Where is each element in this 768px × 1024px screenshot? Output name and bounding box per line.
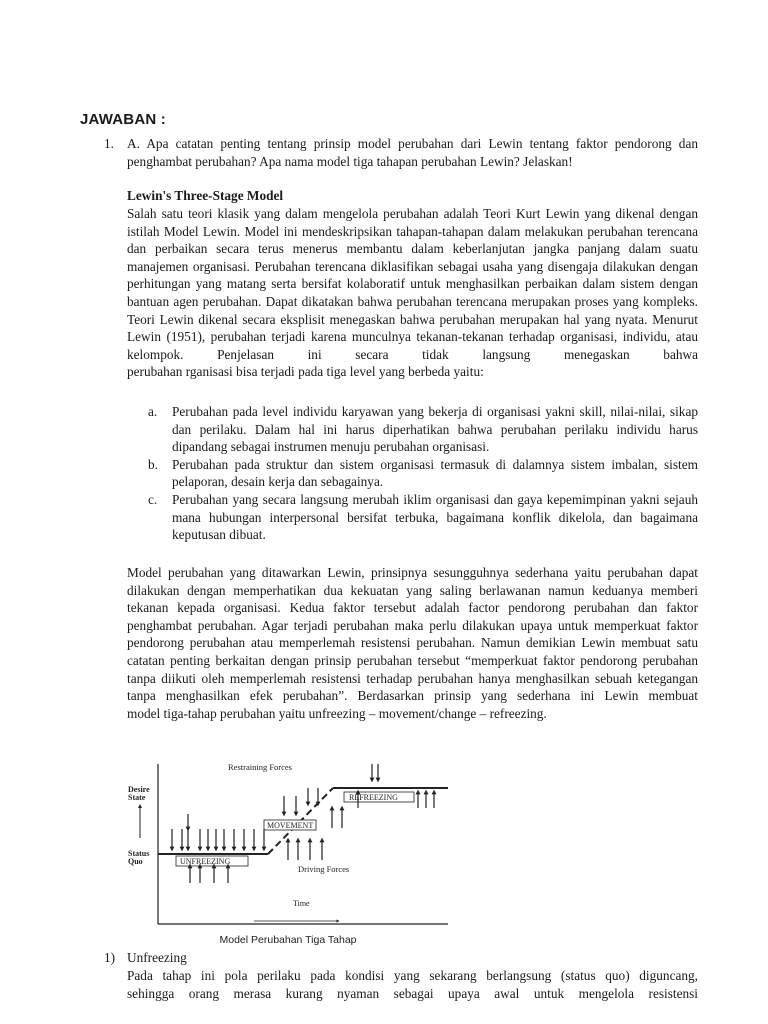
paragraph-body: Model perubahan yang ditawarkan Lewin, prinsipnya sesungguhnya sederhana yaitu perubahan dapat dilakukan dengan memperhatikan dua kekuatan yang saling berlawanan namun keduanya memberi tekanan kepada organisasi. Kedua faktor tersebut adalah factor pendorong perubahan dan faktor penghambat perubahan. Agar terjadi perubahan maka perlu dilakukan upaya untuk memperkuat faktor pendorong perubahan atau memperlemah resistensi perubahan. Namun demikian Lewin membuat satu catatan penting berkaitan dengan prinsip perubahan tersebut “memperkuat faktor pendorong perubahan tanpa diikuti oleh memperlemah resistensi terhadap perubahan hanya menghasilkan sebuah ketegangan tanpa menghasilkan efek perubahan”. Berdasarkan prinsip yang sederhana ini Lewin membuat [127,565,698,704]
status-quo-label-2: Quo [128,857,143,866]
movement-label: MOVEMENT [267,821,314,830]
time-label: Time [293,899,310,908]
answer-heading: JAWABAN : [80,111,166,128]
list-item-text: Perubahan yang secara langsung merubah iklim organisasi dan gaya kepemimpinan yakni sejauh mana hubungan interpersonal bersifat terbuka, bagaimana konflik dikelola, dan bagaimana keputusan dibuat. [172,491,698,543]
list-item-text: Perubahan pada struktur dan sistem organisasi termasuk di dalamnya sistem imbalan, sistem pelaporan, desain kerja dan sebagainya. [172,456,698,490]
list-item-text: Perubahan pada level individu karyawan yang bekerja di organisasi yakni skill, nilai-nilai, sikap dan perilaku. Dalam hal ini harus diperhatikan bahwa perubahan perilaku individu harus dipandang sebagai instrumen menuju perubahan organisasi. [172,404,698,455]
driving-forces-label: Driving Forces [298,864,350,874]
paragraph-last-line: model tiga-tahap perubahan yaitu unfreezing – movement/change – refreezing. [127,705,547,721]
unfreezing-label: UNFREEZING [180,857,231,866]
section-title: Lewin's Three-Stage Model [127,188,284,203]
refreezing-label: REFREEZING [349,793,398,802]
restraining-forces-label: Restraining Forces [228,762,292,772]
list-item [148,456,698,491]
desire-state-label-1: Desire [128,785,150,794]
paragraph-lewin-theory [127,205,698,381]
paragraph-last-line: perubahan rganisasi bisa terjadi pada tiga level yang berbeda yaitu: [127,364,484,380]
question-number: 1. [104,136,114,151]
stage-text-line: Pada tahap ini pola perilaku pada kondisi yang sekarang berlangsung (status quo) diguncang, [127,968,698,983]
desire-state-label-2: State [128,793,146,802]
paragraph-lewin-model [127,564,698,722]
question-text: A. Apa catatan penting tentang prinsip model perubahan dari Lewin tentang faktor pendorong dan penghambat perubahan? Apa nama model tiga tahapan perubahan Lewin? Jelaskan! [127,136,698,169]
diagram-caption: Model Perubahan Tiga Tahap [219,934,357,946]
stage-description [127,967,698,1002]
change-levels-list [148,403,698,544]
stage-number: 1) [104,950,116,965]
stage-title: Unfreezing [127,950,187,965]
list-marker: a. [148,404,158,419]
list-item [148,491,698,544]
status-quo-label-1: Status [128,849,150,858]
list-marker: b. [148,456,158,472]
list-item [148,403,698,456]
stage-text-line: sehingga orang merasa kurang nyaman sebagai upaya awal untuk mengelola resistensi [127,985,698,1001]
paragraph-body: Salah satu teori klasik yang dalam mengelola perubahan adalah Teori Kurt Lewin yang dikenal dengan istilah Model Lewin. Model ini mendeskripsikan tahapan-tahapan dalam melakukan perubahan terencana dan perbaikan secara terus menerus membantu dalam keberlanjutan jangka panjang dalam suatu manajemen organisasi. Perubahan terencana diklasifikan sebagai usaha yang disengaja dilakukan dengan perhitungan yang matang serta bersifat kolaboratif untuk menghasilkan perbaikan dalam sistem dengan bantuan agen perubahan. Dapat dikatakan bahwa perubahan terencana merupakan proses yang kompleks. Teori Lewin dikenal secara eksplisit menegaskan bahwa perubahan merupakan hal yang nyata. Menurut Lewin (1951), perubahan terjadi karena munculnya tekanan-tekanan terhadap organisasi, individu, atau kelompok. Penjelasan ini secara tidak langsung menegaskan bahwa [127,206,698,362]
three-stage-model-diagram [118,756,458,946]
list-marker: c. [148,491,158,507]
